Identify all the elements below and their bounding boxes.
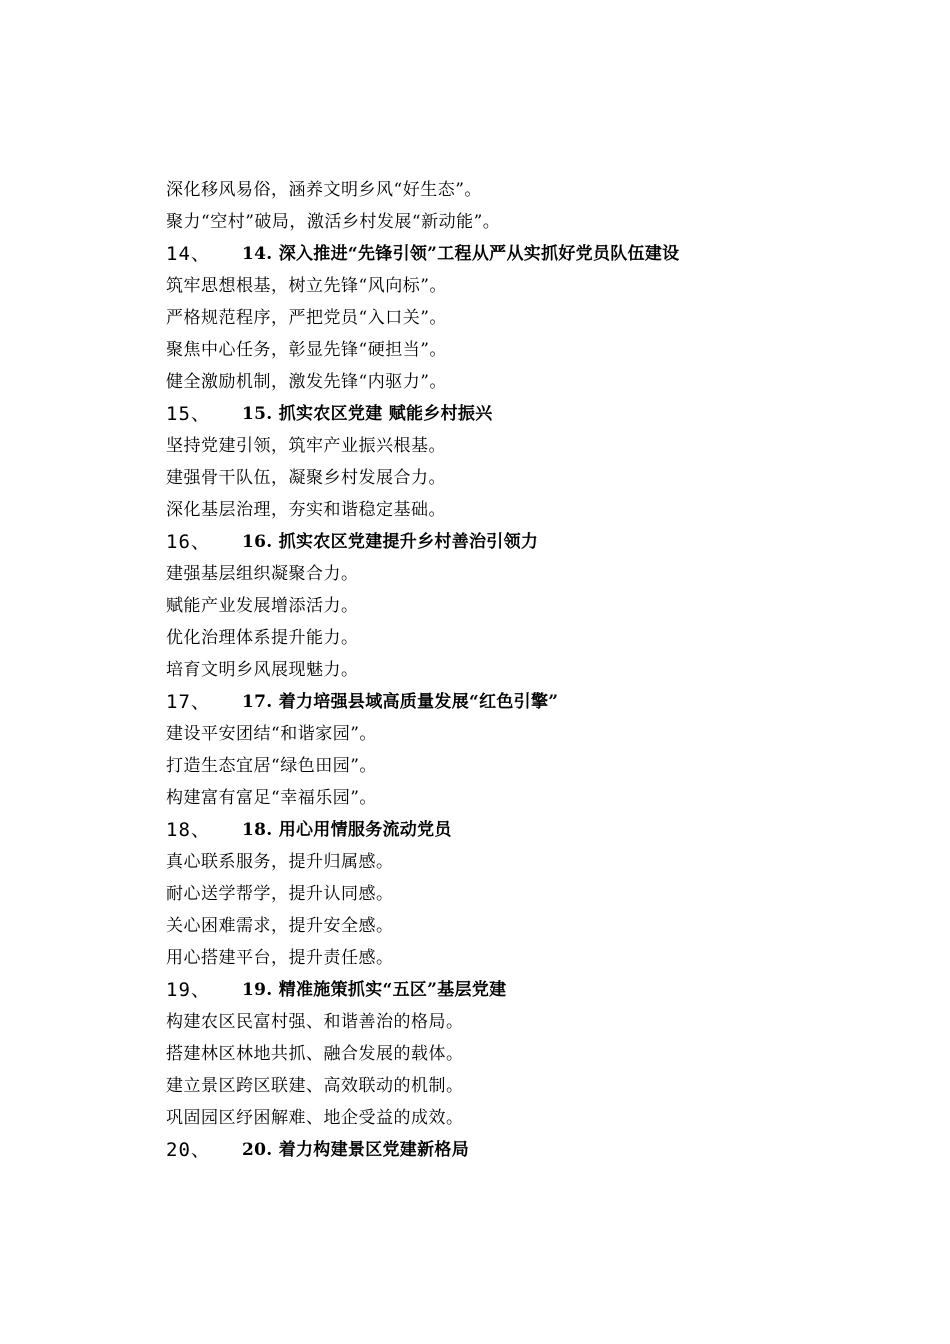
section-heading: [166, 686, 886, 718]
section-title: 19. 精准施策抓实“五区”基层党建: [242, 980, 507, 1000]
body-line: 聚焦中心任务，彰显先锋“硬担当”。: [166, 340, 447, 360]
body-line: 建立景区跨区联建、高效联动的机制。: [166, 1076, 464, 1096]
body-line: 建设平安团结“和谐家园”。: [166, 724, 377, 744]
body-line: 建强基层组织凝聚合力。: [166, 564, 359, 584]
section-title: 14. 深入推进“先锋引领”工程从严从实抓好党员队伍建设: [242, 244, 680, 264]
section-number: 16、: [166, 531, 211, 553]
body-line: 关心困难需求，提升安全感。: [166, 916, 394, 936]
section-number: 19、: [166, 979, 211, 1001]
section-title: 20. 着力构建景区党建新格局: [242, 1140, 469, 1160]
section-heading: [166, 814, 886, 846]
body-line: 构建农区民富村强、和谐善治的格局。: [166, 1012, 464, 1032]
section-number: 15、: [166, 403, 211, 425]
section-heading: [166, 398, 886, 430]
section-heading: [166, 238, 886, 270]
section-number: 14、: [166, 243, 211, 265]
document-body: [166, 174, 886, 1166]
body-line: 打造生态宜居“绿色田园”。: [166, 756, 377, 776]
body-line: 优化治理体系提升能力。: [166, 628, 359, 648]
body-line: 筑牢思想根基，树立先锋“风向标”。: [166, 276, 447, 296]
body-line: 建强骨干队伍，凝聚乡村发展合力。: [166, 468, 446, 488]
body-line: 真心联系服务，提升归属感。: [166, 852, 394, 872]
body-line: 构建富有富足“幸福乐园”。: [166, 788, 377, 808]
body-line: 深化移风易俗，涵养文明乡风“好生态”。: [166, 180, 482, 200]
body-line: 聚力“空村”破局，激活乡村发展“新动能”。: [166, 212, 501, 232]
section-number: 18、: [166, 819, 211, 841]
body-line: 用心搭建平台，提升责任感。: [166, 948, 394, 968]
section-heading: [166, 974, 886, 1006]
section-heading: [166, 1134, 886, 1166]
body-line: 深化基层治理，夯实和谐稳定基础。: [166, 500, 446, 520]
body-line: 耐心送学帮学，提升认同感。: [166, 884, 394, 904]
body-line: 严格规范程序，严把党员“入口关”。: [166, 308, 447, 328]
section-title: 17. 着力培强县域高质量发展“红色引擎”: [242, 692, 559, 712]
body-line: 赋能产业发展增添活力。: [166, 596, 359, 616]
section-number: 17、: [166, 691, 211, 713]
body-line: 巩固园区纾困解难、地企受益的成效。: [166, 1108, 464, 1128]
body-line: 搭建林区林地共抓、融合发展的载体。: [166, 1044, 464, 1064]
section-title: 15. 抓实农区党建 赋能乡村振兴: [242, 404, 493, 424]
section-title: 18. 用心用情服务流动党员: [242, 820, 452, 840]
body-line: 健全激励机制，激发先锋“内驱力”。: [166, 372, 447, 392]
section-title: 16. 抓实农区党建提升乡村善治引领力: [242, 532, 539, 552]
section-number: 20、: [166, 1139, 211, 1161]
body-line: 坚持党建引领，筑牢产业振兴根基。: [166, 436, 446, 456]
section-heading: [166, 526, 886, 558]
body-line: 培育文明乡风展现魅力。: [166, 660, 359, 680]
